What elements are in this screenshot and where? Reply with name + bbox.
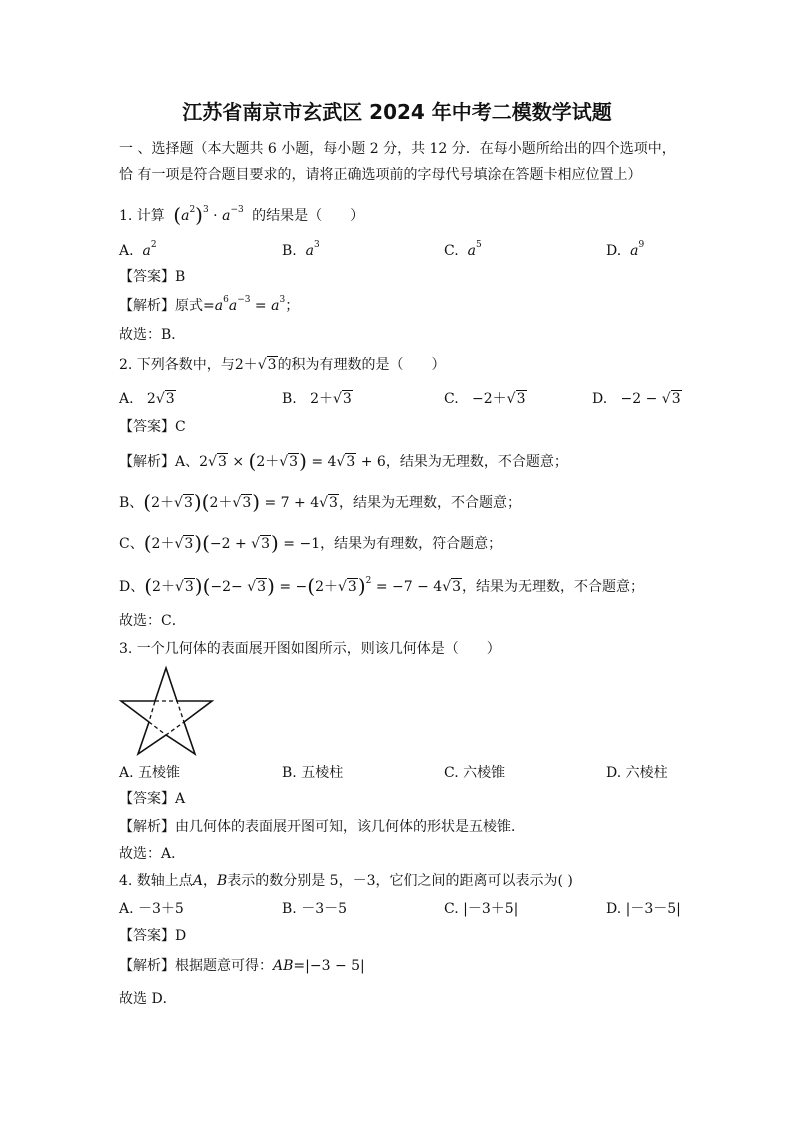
q1-answer: 【答案】B — [119, 269, 186, 285]
q1-option-d: D. $a^9$ — [606, 240, 645, 259]
q2-analysis-a: 【解析】A、2√3 × (2＋√3) = 4√3 + 6，结果为无理数，不合题意； — [119, 449, 568, 473]
q2-analysis-d: D、$(2+√3)(-2- √3) = -(2+√3)^2 = -7 - 4√3$，结果为无理数，不合题意； — [119, 574, 645, 598]
q3-answer: 【答案】A — [119, 791, 186, 807]
q1-expression: $(a^2)^3 \cdot a^{-3}$ — [173, 203, 244, 227]
q2-stem: 2. 下列各数中，与2＋√3的积为有理数的是（ ） — [119, 357, 446, 373]
q2-option-b: B. 2＋√3 — [282, 391, 352, 407]
q4-analysis: 【解析】根据题意可得：AB=|−3 − 5| — [119, 958, 365, 974]
q2-option-d: D. −2 − √3 — [592, 391, 681, 407]
q4-stem: 4. 数轴上点A，B表示的数分别是 5，－3，它们之间的距离可以表示为( ) — [119, 873, 573, 889]
q4-option-b: B. －3－5 — [282, 901, 348, 917]
page-title: 江苏省南京市玄武区 2024 年中考二模数学试题 — [182, 100, 612, 124]
q4-option-c: C. |－3＋5| — [444, 901, 519, 917]
q1-option-b: B. $a^3$ — [282, 240, 320, 259]
q4-option-d: D. |－3－5| — [606, 901, 681, 917]
section-instructions-line1: 一 、选择题（本大题共 6 小题，每小题 2 分，共 12 分．在每小题所给出的四个选项中， — [119, 141, 676, 157]
q2-analysis-b: B、(2＋√3)(2＋√3) = 7 + 4√3，结果为无理数，不合题意； — [119, 490, 521, 514]
q1-conclusion: 故选：B． — [119, 327, 186, 343]
q1-stem — [119, 203, 365, 227]
q2-conclusion: 故选：C． — [119, 613, 186, 629]
pentagram-net-figure — [118, 664, 216, 756]
q2-option-c: C. −2＋√3 — [444, 391, 526, 407]
q3-option-b: B. 五棱柱 — [282, 765, 344, 781]
q2-answer: 【答案】C — [119, 419, 186, 435]
q1-prefix: 1. 计算 — [119, 208, 165, 224]
q2-option-a: A. 2√3 — [119, 391, 175, 407]
q4-option-a: A. －3＋5 — [119, 901, 184, 917]
q3-conclusion: 故选：A． — [119, 846, 186, 862]
q1-suffix: 的结果是（ ） — [252, 208, 365, 224]
section-instructions-line2: 恰 有一项是符合题目要求的，请将正确选项前的字母代号填涂在答题卡相应位置上） — [119, 167, 642, 183]
q1-option-a: A. $a^2$ — [119, 240, 157, 259]
q4-answer: 【答案】D — [119, 928, 187, 944]
q3-option-d: D. 六棱柱 — [606, 765, 668, 781]
q1-option-c: C. $a^5$ — [444, 240, 482, 259]
q4-conclusion: 故选 D． — [119, 991, 177, 1007]
q3-option-a: A. 五棱锥 — [119, 765, 181, 781]
q3-option-c: C. 六棱锥 — [444, 765, 506, 781]
q1-analysis: 【解析】原式$=a^6a^{-3} = a^3$； — [119, 295, 300, 314]
q3-analysis: 【解析】由几何体的表面展开图可知，该几何体的形状是五棱锥． — [119, 819, 525, 835]
q3-stem: 3. 一个几何体的表面展开图如图所示，则该几何体是（ ） — [119, 641, 501, 657]
q2-analysis-c: C、(2＋√3)(−2 + √3) = −1，结果为有理数，符合题意； — [119, 531, 503, 555]
